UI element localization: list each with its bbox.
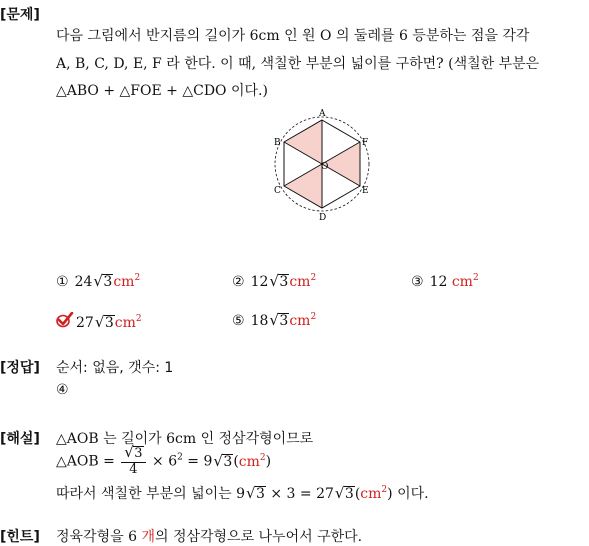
choice-3[interactable] bbox=[411, 273, 479, 290]
choice-2[interactable] bbox=[232, 273, 316, 290]
answer-label: [정답] bbox=[0, 360, 40, 376]
choice-2-mark: ② bbox=[232, 274, 245, 290]
sqrt-sign: √ 3 bbox=[93, 272, 113, 290]
problem-text-line-2: A, B, C, D, E, F 라 한다. 이 때, 색칠한 부분의 넓이를 구하면? (색칠한 부분은 bbox=[56, 56, 540, 72]
triangle-cdo bbox=[284, 164, 322, 208]
solution-line-1: △AOB 는 길이가 6cm 인 정삼각형이므로 bbox=[56, 431, 314, 447]
solution-label: [해설] bbox=[0, 431, 40, 447]
problem-label: [문제] bbox=[0, 7, 40, 23]
choice-1[interactable] bbox=[56, 273, 140, 290]
label-o: O bbox=[321, 162, 329, 172]
label-a: A bbox=[319, 109, 326, 119]
choice-2-unit: $cm^2$ bbox=[289, 273, 317, 290]
problem-text-line-3: △ABO + △FOE + △CDO 이다.) bbox=[56, 83, 268, 99]
label-d: D bbox=[319, 213, 327, 223]
hexagon-figure bbox=[268, 108, 378, 224]
label-e: E bbox=[362, 186, 369, 196]
choice-5-coef: 18 bbox=[250, 313, 269, 329]
solution-line-2: △AOB = √ 3 4 × $6^2 = 9$ √ $3(cm^2)$ bbox=[56, 443, 272, 477]
choice-3-mark: ③ bbox=[411, 274, 424, 290]
hint-label: [힌트] bbox=[0, 529, 40, 545]
sqrt-sign: √ 3 bbox=[334, 484, 354, 502]
sqrt-sign: √ 3 bbox=[94, 313, 114, 331]
choice-5-mark: ⑤ bbox=[232, 313, 245, 329]
choice-2-coef: 12 bbox=[250, 274, 269, 290]
choice-5-unit: $cm^2$ bbox=[289, 312, 317, 329]
sqrt-sign: √ 3 bbox=[269, 272, 289, 290]
sqrt-sign: √ 3 bbox=[269, 311, 289, 329]
solution-lhs: △AOB = bbox=[56, 453, 115, 470]
hint-text: 정육각형을 6 개의 정삼각형으로 나누어서 구한다. bbox=[56, 529, 363, 545]
problem-text-line-1: 다음 그림에서 반지름의 길이가 6cm 인 원 O 의 둘레를 6 등분하는 점을 각각 bbox=[56, 28, 530, 44]
choice-3-unit: $cm^2$ bbox=[451, 273, 479, 290]
choice-4[interactable] bbox=[56, 312, 142, 331]
triangle-abo bbox=[284, 120, 322, 164]
sqrt-sign: √ 3 bbox=[246, 484, 265, 502]
fraction: √ 3 4 bbox=[121, 446, 145, 477]
choice-5[interactable] bbox=[232, 312, 316, 329]
choice-4-coef: 27 bbox=[76, 315, 94, 331]
checkmark-icon bbox=[56, 312, 72, 326]
sqrt-sign: √ 3 bbox=[213, 451, 233, 470]
solution-line-3: 따라서 색칠한 부분의 넓이는 9 √ 3 × 3 = 27 √ $3(cm^2)$ 이다. bbox=[56, 484, 429, 502]
answer-line-1: 순서: 없음, 갯수: 1 bbox=[56, 360, 174, 376]
choice-1-mark: ① bbox=[56, 274, 69, 290]
choice-3-coef: 12 bbox=[429, 274, 448, 290]
choice-1-unit: $cm^2$ bbox=[113, 273, 141, 290]
choice-4-unit: $cm^2$ bbox=[114, 314, 142, 331]
label-b: B bbox=[274, 138, 281, 148]
label-c: C bbox=[274, 186, 281, 196]
answer-line-2: ④ bbox=[56, 382, 69, 398]
label-f: F bbox=[362, 138, 369, 148]
choice-1-coef: 24 bbox=[74, 274, 93, 290]
